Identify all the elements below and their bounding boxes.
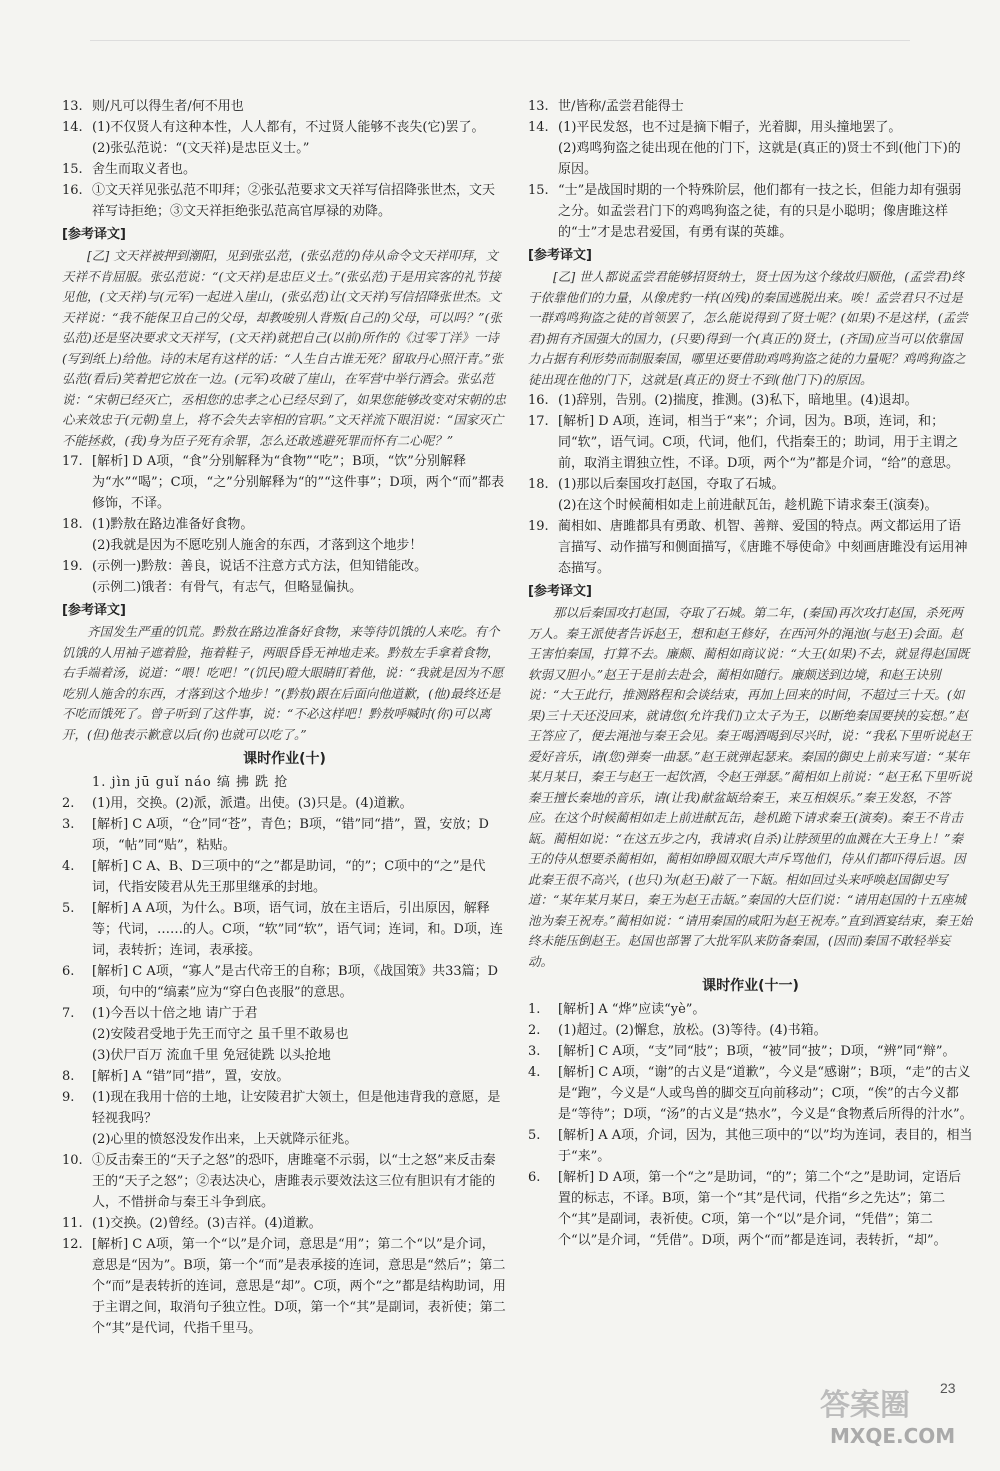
answer-item [62, 1150, 507, 1213]
answer-text: [解析] A “错”同“措”，置，安放。 [92, 1069, 290, 1084]
answer-item [528, 1020, 973, 1041]
question-number: 15. [528, 183, 549, 198]
question-number: 17. [528, 414, 549, 429]
question-number: 7. [62, 1006, 75, 1021]
question-number: 13. [62, 99, 83, 114]
reference-translation-label: [参考译文] [62, 227, 126, 242]
answer-item [62, 159, 507, 180]
answer-item [62, 96, 507, 117]
answer-text: [解析] C A、B、D三项中的“之”都是助词，“的”；C项中的“之”是代词，代指安陵君从先王那里继承的封地。 [92, 859, 486, 895]
question-number: 3. [528, 1044, 541, 1059]
question-number: 12. [62, 1237, 83, 1252]
answer-item [62, 898, 507, 961]
answer-item [528, 1125, 973, 1167]
answer-item [62, 961, 507, 1003]
lesson-title: 课时作业(十一) [702, 978, 799, 994]
answer-list [528, 390, 973, 579]
answer-item [62, 556, 507, 577]
answer-text: (2)我就是因为不愿吃别人施舍的东西，才落到这个地步！ [92, 538, 423, 553]
answer-item [62, 1003, 507, 1024]
answer-text: [解析] C A项，“仓”同“苍”，青色；B项，“错”同“措”，置，安放；D项，“帖”同“贴”，粘贴。 [92, 817, 489, 853]
answer-text: ①反击秦王的“天子之怒”的恐吓，唐雎毫不示弱，以“士之怒”来反击秦王的“天子之怒”；②表达决心，唐雎表示要效法这三位有胆识有才能的人，不惜拼命与秦王斗争到底。 [92, 1153, 496, 1210]
answer-text: ①文天祥见张弘范不叩拜；②张弘范要求文天祥写信招降张世杰，文天祥写诗拒绝；③文天祥拒绝张弘范高官厚禄的劝降。 [92, 183, 496, 219]
question-number: 5. [528, 1128, 541, 1143]
answer-item [528, 138, 973, 180]
answer-list [62, 793, 507, 1339]
answer-text: 舍生而取义者也。 [92, 162, 197, 177]
answer-item [62, 180, 507, 222]
answer-item [528, 390, 973, 411]
answer-item [62, 1066, 507, 1087]
answer-item [528, 474, 973, 495]
question-number: 11. [62, 1216, 83, 1231]
answer-list [528, 999, 973, 1251]
answer-text: (示例二)饿者：有骨气，有志气，但略显偏执。 [92, 580, 363, 595]
answer-item [62, 856, 507, 898]
answer-item [528, 117, 973, 138]
answer-item [62, 1129, 507, 1150]
answer-item [62, 793, 507, 814]
left-column [62, 96, 507, 1339]
question-number: 2. [528, 1023, 541, 1038]
answer-text: (2)张弘范说：“(文天祥)是忠臣义士。” [92, 141, 310, 156]
answer-text: (2)在这个时候蔺相如走上前进献瓦缶，趁机跪下请求秦王(演奏)。 [558, 498, 938, 513]
answer-text: [解析] A A项，介词，因为，其他三项中的“以”均为连词，表目的，相当于“来”。 [558, 1128, 973, 1164]
right-column [528, 96, 973, 1251]
answer-text: (示例一)黔敖：善良，说话不注意方式方法，但知错能改。 [92, 559, 428, 574]
answer-item [62, 1213, 507, 1234]
answer-item [62, 138, 507, 159]
lesson-title: 课时作业(十) [243, 751, 326, 767]
reference-translation: 那以后秦国攻打赵国，夺取了石城。第二年，(秦国)再次攻打赵国，杀死两万人。秦王派使者告诉赵王，想和赵王修好，在西河外的渑池(与赵王)会面。赵王害怕秦国，打算不去。廉颇、蔺相如商议说：“大王(如果)不去，就显得赵国既软弱又胆小。”赵王于是前去赴会，蔺相如随行。廉颇送到边境，和赵王诀别说：“大王此行，推测路程和会谈结束，再加上回来的时间，不超过三十天。(如果)三十天还没回来，就请您(允许我们)立太子为王，以断绝秦国要挟的妄想。”赵王答应了，便去渑池与秦王会见。秦王喝酒喝到尽兴时，说：“我私下里听说赵王爱好音乐，请(您)弹奏一曲瑟。”赵王就弹起瑟来。秦国的御史上前来写道：“某年某月某日，秦王与赵王一起饮酒，令赵王弹瑟。”蔺相如上前说：“赵王私下里听说秦王擅长秦地的音乐，请(让我)献盆缻给秦王，来互相娱乐。”秦王发怒，不答应。在这个时候蔺相如走上前进献瓦缶，趁机跪下请求秦王(演奏)。秦王不肯击缻。蔺相如说：“在这五步之内，我请求(自杀)让脖颈里的血溅在大王身上！”秦王的侍从想要杀蔺相如，蔺相如睁圆双眼大声斥骂他们，侍从们都吓得后退。因此秦王很不高兴，(也只)为(赵王)敲了一下缻。相如回过头来呼唤赵国御史写道：“某年某月某日，秦王为赵王击缻。”秦国的大臣们说：“请用赵国的十五座城池为秦王祝寿。”蔺相如说：“请用秦国的咸阳为赵王祝寿。”直到酒宴结束，秦王始终未能压倒赵王。赵国也部署了大批军队来防备秦国，(因而)秦国不敢轻举妄动。 [528, 605, 973, 969]
answer-text: (1)那以后秦国攻打赵国，夺取了石城。 [558, 477, 785, 492]
question-number: 4. [528, 1065, 541, 1080]
answer-text: [解析] D A项，“食”分别解释为“食物”“吃”；B项，“饮”分别解释为“水”“喝”；C项，“之”分别解释为“的”“这件事”；D项，两个“而”都表修饰，不译。 [92, 454, 505, 511]
answer-text: (1)用，交换。(2)派，派遣。出使。(3)只是。(4)道歉。 [92, 796, 413, 811]
question-number: 6. [528, 1170, 541, 1185]
answer-text: [解析] D A项，第一个“之”是助词，“的”；第二个“之”是助词，定语后置的标志，不译。B项，第一个“其”是代词，代指“乡之先达”；第二个“其”是副词，表祈使。C项，第一个“以”是介词，“凭借”；第二个“以”是介词，“凭借”。D项，两个“而”都是连词，表转折，“却”。 [558, 1170, 962, 1248]
answer-list [62, 451, 507, 598]
answer-item [528, 1167, 973, 1251]
answer-item [62, 535, 507, 556]
reference-translation-label: [参考译文] [62, 603, 126, 618]
answer-text: (1)平民发怒，也不过是摘下帽子，光着脚，用头撞地罢了。 [558, 120, 902, 135]
watermark-logo [820, 1380, 990, 1450]
page-number: 23 [940, 1380, 956, 1396]
question-number: 18. [528, 477, 549, 492]
watermark-url: MXQE.COM [830, 1424, 956, 1448]
question-number: 3. [62, 817, 75, 832]
answer-item [62, 117, 507, 138]
question-number: 19. [62, 559, 83, 574]
answer-item [528, 96, 973, 117]
answer-text: [解析] A “烨”应读“yè”。 [558, 1002, 706, 1017]
question-number: 18. [62, 517, 83, 532]
question-number: 6. [62, 964, 75, 979]
answer-item [528, 999, 973, 1020]
reference-translation-label: [参考译文] [528, 584, 592, 599]
answer-text: 蔺相如、唐雎都具有勇敢、机智、善辩、爱国的特点。两文都运用了语言描写、动作描写和侧面描写，《唐雎不辱使命》中刻画唐雎没有运用神态描写。 [558, 519, 968, 576]
answer-item [62, 1234, 507, 1339]
question-number: 13. [528, 99, 549, 114]
question-number: 14. [528, 120, 549, 135]
question-number: 19. [528, 519, 549, 534]
question-number: 14. [62, 120, 83, 135]
answer-item [528, 1041, 973, 1062]
question-number: 2. [62, 796, 75, 811]
question-number: 16. [528, 393, 549, 408]
pinyin-answer: 1. jìn jū guǐ náo 缟 拂 跣 抢 [92, 775, 289, 790]
question-number: 16. [62, 183, 83, 198]
answer-text: 世/皆称/孟尝君能得士 [558, 99, 684, 114]
answer-text: (2)心里的愤怒没发作出来，上天就降示征兆。 [92, 1132, 358, 1147]
answer-text: (1)黔敖在路边准备好食物。 [92, 517, 254, 532]
question-number: 15. [62, 162, 83, 177]
answer-text: [解析] C A项，“谢”的古义是“道歉”，今义是“感谢”；B项，“走”的古义是“跑”，今义是“人或鸟兽的脚交互向前移动”；C项，“俟”的古今义都是“等待”；D项，“汤”的古义是“热水”，今义是“食物煮后所得的汁水”。 [558, 1065, 973, 1122]
question-number: 1. [528, 1002, 541, 1017]
question-number: 17. [62, 454, 83, 469]
answer-text: (1)不仅贤人有这种本性，人人都有，不过贤人能够不丧失(它)罢了。 [92, 120, 485, 135]
answer-text: [解析] D A项，连词，相当于“来”；介词，因为。B项，连词，和；同“软”，语气词。C项，代词，他们，代指秦王的；助词，用于主谓之前，取消主谓独立性，不译。D项，两个“为”都是介词，“给”的意思。 [558, 414, 960, 471]
answer-text: (1)现在我用十倍的土地，让安陵君扩大领土，但是他违背我的意愿，是轻视我吗？ [92, 1090, 501, 1126]
question-number: 10. [62, 1153, 83, 1168]
answer-text: (2)安陵君受地于先王而守之 虽千里不敢易也 [92, 1027, 349, 1042]
answer-text: (1)辞别，告别。(2)揣度，推测。(3)私下，暗地里。(4)退却。 [558, 393, 918, 408]
answer-item [528, 516, 973, 579]
reference-translation: 齐国发生严重的饥荒。黔敖在路边准备好食物，来等待饥饿的人来吃。有个饥饿的人用袖子遮着脸，拖着鞋子，两眼昏昏无神地走来。黔敖左手拿着食物，右手端着汤，说道：“喂！吃吧！”(饥民)瞪大眼睛盯着他，说：“我就是因为不愿吃别人施舍的东西，才落到这个地步！”(黔敖)跟在后面向他道歉，(他)最终还是不吃而饿死了。曾子听到了这件事，说：“不必这样吧！黔敖呼喊时(你)可以离开，(但)他表示歉意以后(你)也就可以吃了。” [62, 624, 504, 742]
answer-item [528, 1062, 973, 1125]
answer-item [62, 514, 507, 535]
question-number: 9. [62, 1090, 75, 1105]
answer-item [62, 577, 507, 598]
watermark-text: 答案圈 [820, 1388, 910, 1423]
page-top-rule [90, 40, 910, 41]
answer-text: (1)交换。(2)曾经。(3)吉祥。(4)道歉。 [92, 1216, 322, 1231]
answer-item [528, 180, 973, 243]
reference-translation: [乙] 文天祥被押到潮阳，见到张弘范，(张弘范的)侍从命令文天祥叩拜，文天祥不肯屈服。张弘范说：“(文天祥)是忠臣义士。”(张弘范)于是用宾客的礼节接见他，(文天祥)与(元军)一起进入崖山，(张弘范)让(文天祥)写信招降张世杰。文天祥说：“我不能保卫自己的父母，却教唆别人背叛(自己的)父母，可以吗？”(张弘范)还是坚决要求文天祥写，(文天祥)就把自己(以前)所作的《过零丁洋》一诗(写到纸上)给他。诗的末尾有这样的话：“人生自古谁无死？留取丹心照汗青。”张弘范(看后)笑着把它放在一边。(元军)攻破了崖山，在军营中举行酒会。张弘范说：“宋朝已经灭亡，丞相您的忠孝之心已经尽到了，如果您能够改变对宋朝的忠心来效忠于(元朝)皇上，将不会失去宰相的官职。”文天祥流下眼泪说：“国家灭亡不能拯救，(我)身为臣子死有余罪，怎么还敢逃避死罪而怀有二心呢？” [62, 248, 506, 448]
question-number: 4. [62, 859, 75, 874]
answer-list [528, 96, 973, 243]
answer-text: (3)伏尸百万 流血千里 免冠徒跣 以头抢地 [92, 1048, 331, 1063]
answer-text: 则/凡可以得生者/何不用也 [92, 99, 244, 114]
answer-text: (1)今吾以十倍之地 请广于君 [92, 1006, 258, 1021]
answer-text: (1)超过。(2)懈怠，放松。(3)等待。(4)书箱。 [558, 1023, 827, 1038]
answer-text: [解析] C A项，“寡人”是古代帝王的自称；B项，《战国策》共33篇；D项，句中的“缟素”应为“穿白色丧服”的意思。 [92, 964, 499, 1000]
answer-text: (2)鸡鸣狗盗之徒出现在他的门下，这就是(真正的)贤士不到(他门下)的原因。 [558, 141, 961, 177]
question-number: 5. [62, 901, 75, 916]
answer-item [62, 814, 507, 856]
answer-text: [解析] C A项，第一个“以”是介词，意思是“用”；第二个“以”是介词，意思是“因为”。B项，第一个“而”是表承接的连词，意思是“然后”；第二个“而”是表转折的连词，意思是“却”。C项，两个“之”都是结构助词，用于主谓之间，取消句子独立性。D项，第一个“其”是副词，表祈使；第二个“其”是代词，代指千里马。 [92, 1237, 506, 1336]
reference-translation-label: [参考译文] [528, 248, 592, 263]
question-number: 8. [62, 1069, 75, 1084]
answer-item [528, 411, 973, 474]
answer-text: “士”是战国时期的一个特殊阶层，他们都有一技之长，但能力却有强弱之分。如孟尝君门下的鸡鸣狗盗之徒，有的只是小聪明；像唐雎这样的“士”才是忠君爱国，有勇有谋的英雄。 [558, 183, 962, 240]
answer-item [62, 451, 507, 514]
answer-item [62, 1045, 507, 1066]
answer-text: [解析] C A项，“支”同“肢”；B项，“被”同“披”；D项，“辨”同“辩”。 [558, 1044, 956, 1059]
answer-list [62, 96, 507, 222]
answer-item [528, 495, 973, 516]
answer-text: [解析] A A项，为什么。B项，语气词，放在主语后，引出原因，解释等；代词，……的人。C项，“软”同“软”，语气词；连词，和。D项，连词，表转折；连词，表承接。 [92, 901, 503, 958]
reference-translation: [乙] 世人都说孟尝君能够招贤纳士，贤士因为这个缘故归顺他，(孟尝君)终于依靠他们的力量，从像虎豹一样(凶残)的秦国逃脱出来。唉！孟尝君只不过是一群鸡鸣狗盗之徒的首领罢了，怎么能说得到了贤士呢？(如果)不是这样，(孟尝君)拥有齐国强大的国力，(只要)得到一个(真正的)贤士，(齐国)应当可以依靠国力占据有利形势而制服秦国，哪里还要借助鸡鸣狗盗之徒的力量呢？鸡鸣狗盗之徒出现在他的门下，这就是(真正的)贤士不到(他门下)的原因。 [528, 269, 968, 387]
answer-item [62, 1024, 507, 1045]
answer-item [62, 1087, 507, 1129]
